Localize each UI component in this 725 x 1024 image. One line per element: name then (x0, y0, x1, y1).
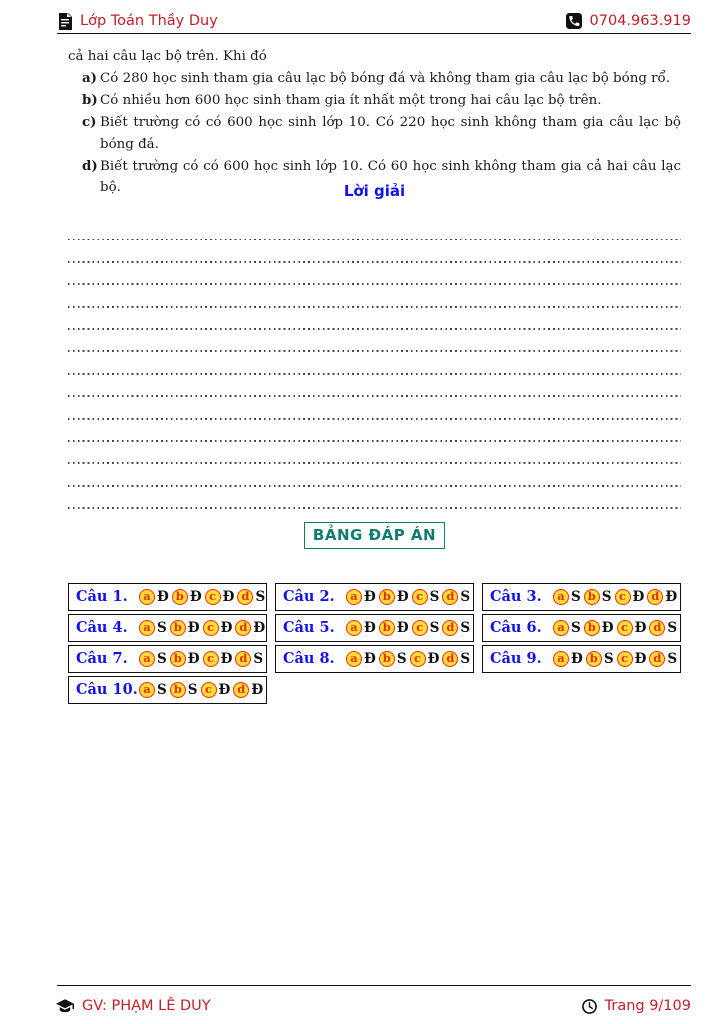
option-letter-circle: b (170, 620, 186, 636)
option (235, 651, 263, 667)
option-group (553, 589, 677, 605)
page-header (58, 10, 691, 32)
option (201, 682, 231, 698)
dotted-line (68, 263, 681, 285)
option-verdict: S (253, 650, 264, 667)
answer-key-table (68, 583, 681, 704)
option-verdict: Đ (601, 619, 614, 636)
option (617, 651, 647, 667)
footer-left (56, 998, 211, 1014)
option (647, 589, 677, 605)
option-verdict: Đ (187, 650, 200, 667)
option (649, 651, 677, 667)
option-letter-circle: d (442, 651, 458, 667)
option (442, 589, 470, 605)
statement-item (68, 112, 681, 156)
option-verdict: Đ (253, 619, 266, 636)
option (139, 651, 167, 667)
question-label: Câu 3. (490, 588, 542, 606)
option-letter-circle: c (615, 589, 631, 605)
option-verdict: Đ (222, 588, 235, 605)
problem-statement (68, 46, 681, 199)
answer-row (275, 645, 474, 673)
option-letter-circle: c (412, 620, 428, 636)
option (379, 620, 409, 636)
option-letter-circle: a (139, 682, 155, 698)
answer-row (68, 614, 267, 642)
item-text: Biết trường có có 600 học sinh lớp 10. Có 60 học sinh không tham gia cả hai câu lạc bộ. (100, 158, 681, 196)
option-group (553, 651, 677, 667)
dotted-line (68, 218, 681, 240)
option-letter-circle: b (170, 682, 186, 698)
option-group (553, 620, 677, 636)
option-letter-circle: c (617, 620, 633, 636)
option-group (139, 682, 263, 698)
item-text: Có nhiều hơn 600 học sinh tham gia ít nhất một trong hai câu lạc bộ trên. (100, 92, 602, 108)
option-verdict: Đ (364, 650, 376, 667)
question-label: Câu 9. (490, 650, 542, 668)
option-letter-circle: c (201, 682, 217, 698)
option-verdict: S (667, 650, 678, 667)
dotted-line (68, 285, 681, 307)
option-verdict: Đ (189, 588, 202, 605)
item-text: Biết trường có có 600 học sinh lớp 10. Có 220 học sinh không tham gia câu lạc bộ bóng đá. (100, 114, 681, 152)
option (139, 682, 167, 698)
option-letter-circle: c (203, 620, 219, 636)
option-group (139, 620, 265, 636)
option (442, 651, 470, 667)
option (442, 620, 470, 636)
option-letter-circle: c (410, 651, 426, 667)
option (412, 589, 440, 605)
option-letter-circle: d (235, 620, 251, 636)
option (553, 620, 581, 636)
option-letter-circle: a (346, 651, 362, 667)
answer-row (482, 645, 681, 673)
answer-key-title-row (68, 522, 681, 549)
option-letter-circle: a (553, 651, 569, 667)
dotted-line (68, 330, 681, 352)
option (346, 651, 376, 667)
solution-dotted-lines (68, 218, 681, 509)
option-verdict: S (460, 619, 471, 636)
header-right (566, 13, 691, 29)
dotted-line (68, 375, 681, 397)
option (379, 651, 407, 667)
question-label: Câu 8. (283, 650, 335, 668)
option-verdict: S (255, 588, 266, 605)
option-letter-circle: d (649, 651, 665, 667)
option-letter-circle: d (235, 651, 251, 667)
answer-row (275, 614, 474, 642)
option-verdict: Đ (220, 619, 233, 636)
dotted-line (68, 240, 681, 262)
option-letter-circle: d (647, 589, 663, 605)
statement-item (68, 68, 681, 90)
dotted-line (68, 420, 681, 442)
option-letter-circle: a (139, 589, 155, 605)
option (237, 589, 265, 605)
option (553, 651, 583, 667)
option (412, 620, 440, 636)
option-letter-circle: a (346, 589, 362, 605)
dotted-line (68, 487, 681, 509)
option-verdict: Đ (396, 619, 409, 636)
option-verdict: Đ (634, 619, 647, 636)
option-letter-circle: b (584, 589, 600, 605)
option-verdict: Đ (220, 650, 233, 667)
question-label: Câu 5. (283, 619, 335, 637)
option-verdict: Đ (364, 588, 376, 605)
dotted-line (68, 308, 681, 330)
option-verdict: S (396, 650, 407, 667)
dotted-line (68, 442, 681, 464)
option-verdict: Đ (187, 619, 200, 636)
item-label: a) (82, 69, 98, 86)
option-letter-circle: b (379, 651, 395, 667)
option-letter-circle: b (584, 620, 600, 636)
option-verdict: Đ (634, 650, 647, 667)
option-verdict: Đ (632, 588, 645, 605)
option (410, 651, 440, 667)
option (139, 620, 167, 636)
option-letter-circle: a (139, 620, 155, 636)
item-label: b) (82, 91, 98, 108)
option-verdict: S (187, 681, 198, 698)
option (553, 589, 581, 605)
option-letter-circle: c (205, 589, 221, 605)
option-letter-circle: d (442, 589, 458, 605)
footer-right (582, 998, 691, 1014)
option (172, 589, 202, 605)
statement-item (68, 90, 681, 112)
option (233, 682, 263, 698)
question-label: Câu 1. (76, 588, 128, 606)
option-letter-circle: c (412, 589, 428, 605)
option-group (139, 651, 263, 667)
option-letter-circle: a (346, 620, 362, 636)
option (379, 589, 409, 605)
option (649, 620, 677, 636)
document-icon (58, 13, 72, 30)
option-letter-circle: c (203, 651, 219, 667)
item-label: c) (82, 113, 97, 130)
option-verdict: S (460, 650, 471, 667)
option-letter-circle: d (233, 682, 249, 698)
answer-row (68, 583, 267, 611)
answer-key-title: BẢNG ĐÁP ÁN (304, 522, 445, 549)
intro-text: cả hai câu lạc bộ trên. Khi đó (68, 49, 267, 64)
footer-rule (57, 985, 691, 986)
teacher-name: GV: PHẠM LÊ DUY (82, 998, 211, 1014)
answer-row (482, 614, 681, 642)
option (205, 589, 235, 605)
option-verdict: S (157, 619, 167, 636)
answer-row (482, 583, 681, 611)
question-label: Câu 2. (283, 588, 335, 606)
option-letter-circle: d (442, 620, 458, 636)
option (170, 620, 200, 636)
graduation-cap-icon (56, 998, 74, 1014)
phone-icon (566, 13, 582, 29)
option-verdict: S (571, 588, 581, 605)
option-letter-circle: a (553, 620, 569, 636)
option-verdict: Đ (157, 588, 169, 605)
clock-icon (582, 999, 597, 1014)
header-rule (57, 33, 691, 34)
option-group (139, 589, 265, 605)
statement-items (68, 68, 681, 199)
option (346, 620, 376, 636)
option (346, 589, 376, 605)
option (617, 620, 647, 636)
option-verdict: Đ (218, 681, 231, 698)
option-verdict: Đ (364, 619, 376, 636)
option-letter-circle: b (379, 620, 395, 636)
option (584, 589, 612, 605)
option (235, 620, 265, 636)
option-verdict: S (429, 588, 440, 605)
option-verdict: Đ (251, 681, 264, 698)
option (584, 620, 614, 636)
question-label: Câu 6. (490, 619, 542, 637)
header-title: Lớp Toán Thầy Duy (80, 13, 218, 29)
answer-row (68, 676, 267, 704)
option-verdict: S (667, 619, 678, 636)
option-letter-circle: b (379, 589, 395, 605)
option-verdict: S (157, 650, 167, 667)
header-left (58, 13, 218, 30)
item-label: d) (82, 157, 98, 174)
option-letter-circle: b (170, 651, 186, 667)
option-group (346, 651, 470, 667)
option-verdict: S (571, 619, 581, 636)
option (203, 620, 233, 636)
solution-heading: Lời giải (343, 182, 406, 200)
option-verdict: Đ (571, 650, 583, 667)
option (586, 651, 614, 667)
option-verdict: Đ (427, 650, 440, 667)
option-verdict: S (603, 650, 614, 667)
question-label: Câu 4. (76, 619, 128, 637)
dotted-line (68, 397, 681, 419)
phone-number: 0704.963.919 (589, 13, 691, 29)
option-letter-circle: b (586, 651, 602, 667)
option (170, 651, 200, 667)
option-verdict: Đ (396, 588, 409, 605)
page-number: Trang 9/109 (604, 998, 691, 1014)
option-letter-circle: d (649, 620, 665, 636)
option (170, 682, 198, 698)
option-letter-circle: b (172, 589, 188, 605)
answer-row (275, 583, 474, 611)
option-letter-circle: c (617, 651, 633, 667)
option-letter-circle: d (237, 589, 253, 605)
option-letter-circle: a (553, 589, 569, 605)
question-label: Câu 10. (76, 681, 138, 699)
page-footer (56, 995, 691, 1017)
option-group (346, 589, 470, 605)
answer-row (68, 645, 267, 673)
option-group (346, 620, 470, 636)
option (615, 589, 645, 605)
option-verdict: S (429, 619, 440, 636)
item-text: Có 280 học sinh tham gia câu lạc bộ bóng đá và không tham gia câu lạc bộ bóng rổ. (100, 70, 670, 86)
question-label: Câu 7. (76, 650, 128, 668)
option-verdict: S (460, 588, 471, 605)
option (203, 651, 233, 667)
option-verdict: S (157, 681, 167, 698)
option-verdict: Đ (665, 588, 678, 605)
option-letter-circle: a (139, 651, 155, 667)
dotted-line (68, 352, 681, 374)
dotted-line (68, 464, 681, 486)
option-verdict: S (601, 588, 612, 605)
option (139, 589, 169, 605)
